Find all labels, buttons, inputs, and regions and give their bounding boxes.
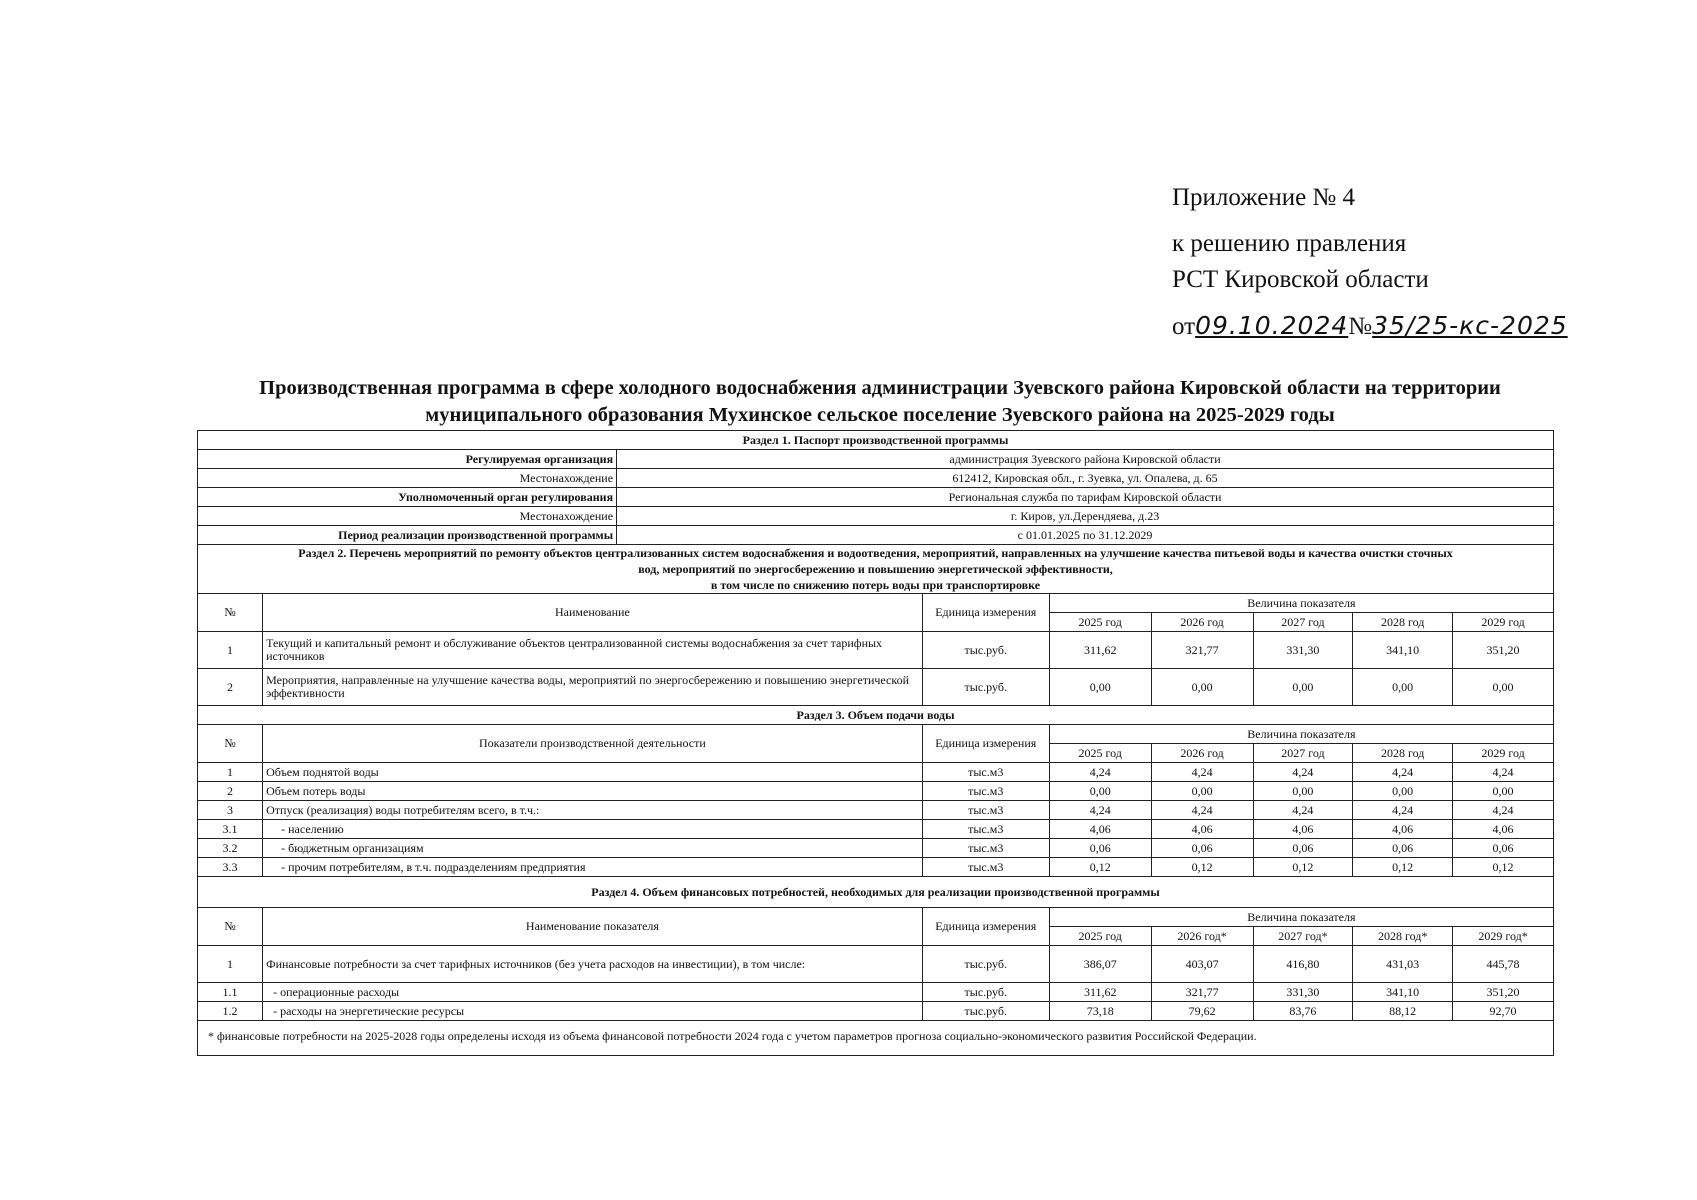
section4-heading-row: [198, 877, 1554, 908]
row-value: 4,24: [1353, 763, 1453, 782]
row-number: 1: [198, 763, 263, 782]
row-value: 0,06: [1353, 839, 1453, 858]
appendix-decision-line: к решению правления: [1172, 230, 1407, 257]
col-num-header: №: [198, 908, 263, 946]
year-header: 2028 год*: [1353, 927, 1453, 946]
passport-row: [198, 488, 1554, 507]
row-name: Отпуск (реализация) воды потребителям всего, в т.ч.:: [263, 801, 923, 820]
passport-value: с 01.01.2025 по 31.12.2029: [617, 526, 1554, 545]
row-number: 1.1: [198, 983, 263, 1002]
row-value: 0,12: [1049, 858, 1151, 877]
col-unit-header: Единица измерения: [922, 594, 1049, 632]
row-value: 0,06: [1453, 839, 1554, 858]
row-value: 321,77: [1151, 983, 1253, 1002]
passport-label: Местонахождение: [198, 469, 617, 488]
table-row: [198, 983, 1554, 1002]
title-line-2: муниципального образования Мухинское сельское поселение Зуевского района на 2025-2029 годы: [425, 404, 1335, 426]
appendix-number: Приложение № 4: [1172, 184, 1356, 211]
row-value: 0,00: [1253, 669, 1353, 706]
col-name-header: Показатели производственной деятельности: [263, 725, 923, 763]
table-row: [198, 820, 1554, 839]
year-header: 2027 год: [1253, 744, 1353, 763]
row-value: 4,24: [1253, 801, 1353, 820]
row-number: 3: [198, 801, 263, 820]
row-number: 1: [198, 632, 263, 669]
appendix-block: [1172, 180, 1568, 345]
col-value-header: Величина показателя: [1049, 725, 1553, 744]
row-unit: тыс.м3: [922, 763, 1049, 782]
col-num-header: №: [198, 594, 263, 632]
row-value: 0,06: [1253, 839, 1353, 858]
row-number: 1.2: [198, 1002, 263, 1021]
handwritten-number: 35/25-кс-2025: [1372, 311, 1568, 340]
row-value: 351,20: [1453, 983, 1554, 1002]
passport-label: Уполномоченный орган регулирования: [198, 488, 617, 507]
row-unit: тыс.руб.: [922, 632, 1049, 669]
row-value: 4,24: [1453, 801, 1554, 820]
row-value: 83,76: [1253, 1002, 1353, 1021]
row-unit: тыс.м3: [922, 801, 1049, 820]
row-number: 3.1: [198, 820, 263, 839]
row-value: 0,00: [1353, 669, 1453, 706]
footnote-row: [198, 1021, 1554, 1056]
row-value: 321,77: [1151, 632, 1253, 669]
year-header: 2025 год: [1049, 613, 1151, 632]
row-name: Мероприятия, направленные на улучшение качества воды, мероприятий по энергосбережению и повышению энергетической эффективности: [263, 669, 923, 706]
row-value: 0,00: [1151, 782, 1253, 801]
table-row: [198, 763, 1554, 782]
row-value: 0,12: [1253, 858, 1353, 877]
row-value: 79,62: [1151, 1002, 1253, 1021]
table-row: [198, 946, 1554, 983]
row-value: 4,06: [1353, 820, 1453, 839]
row-value: 311,62: [1049, 632, 1151, 669]
row-name: - населению: [263, 820, 923, 839]
row-value: 4,24: [1353, 801, 1453, 820]
table-row: [198, 1002, 1554, 1021]
row-unit: тыс.м3: [922, 820, 1049, 839]
row-value: 4,06: [1049, 820, 1151, 839]
row-value: 0,06: [1049, 839, 1151, 858]
row-value: 4,24: [1453, 763, 1554, 782]
row-name: Объем поднятой воды: [263, 763, 923, 782]
row-number: 2: [198, 782, 263, 801]
passport-value: 612412, Кировская обл., г. Зуевка, ул. Опалева, д. 65: [617, 469, 1554, 488]
row-value: 0,00: [1353, 782, 1453, 801]
row-value: 386,07: [1049, 946, 1151, 983]
section2-heading-line-2: вод, мероприятий по энергосбережению и повышению энергетической эффективности,: [638, 562, 1113, 576]
row-number: 2: [198, 669, 263, 706]
row-value: 4,24: [1253, 763, 1353, 782]
year-header: 2027 год*: [1253, 927, 1353, 946]
section2-heading-line-1: Раздел 2. Перечень мероприятий по ремонту объектов централизованных систем водоснабжения и водоотведения, мероприятий, направленных на улучшение качества питьевой воды и качества очистки сточных: [298, 546, 1453, 560]
col-value-header: Величина показателя: [1049, 908, 1553, 927]
row-value: 73,18: [1049, 1002, 1151, 1021]
row-value: 4,24: [1151, 801, 1253, 820]
section3-header-row: [198, 725, 1554, 744]
row-value: 0,00: [1453, 669, 1554, 706]
table-row: [198, 839, 1554, 858]
row-name: Объем потерь воды: [263, 782, 923, 801]
section3-heading-row: [198, 706, 1554, 725]
col-name-header: Наименование: [263, 594, 923, 632]
row-value: 331,30: [1253, 632, 1353, 669]
row-unit: тыс.м3: [922, 858, 1049, 877]
date-prefix: от: [1172, 313, 1196, 340]
row-name: - прочим потребителям, в т.ч. подразделениям предприятия: [263, 858, 923, 877]
year-header: 2026 год: [1151, 744, 1253, 763]
year-header: 2029 год: [1453, 613, 1554, 632]
row-unit: тыс.руб.: [922, 946, 1049, 983]
row-name: - бюджетным организациям: [263, 839, 923, 858]
table-row: [198, 858, 1554, 877]
row-number: 1: [198, 946, 263, 983]
year-header: 2029 год*: [1453, 927, 1554, 946]
row-value: 4,06: [1253, 820, 1353, 839]
passport-label: Период реализации производственной программы: [198, 526, 617, 545]
row-unit: тыс.руб.: [922, 669, 1049, 706]
appendix-authority-line: РСТ Кировской области: [1172, 266, 1429, 293]
row-name: Текущий и капитальный ремонт и обслуживание объектов централизованной системы водоснабжения за счет тарифных источников: [263, 632, 923, 669]
col-value-header: Величина показателя: [1049, 594, 1553, 613]
title-line-1: Производственная программа в сфере холодного водоснабжения администрации Зуевского района Кировской области на территории: [259, 377, 1501, 399]
col-name-header: Наименование показателя: [263, 908, 923, 946]
row-value: 4,24: [1151, 763, 1253, 782]
handwritten-date: 09.10.2024: [1195, 311, 1349, 340]
row-value: 0,00: [1453, 782, 1554, 801]
year-header: 2027 год: [1253, 613, 1353, 632]
row-number: 3.3: [198, 858, 263, 877]
section1-heading: Раздел 1. Паспорт производственной программы: [198, 431, 1554, 450]
row-unit: тыс.м3: [922, 782, 1049, 801]
year-header: 2025 год: [1049, 927, 1151, 946]
col-num-header: №: [198, 725, 263, 763]
row-value: 341,10: [1353, 983, 1453, 1002]
section2-heading: [198, 545, 1554, 594]
row-value: 351,20: [1453, 632, 1554, 669]
row-value: 0,00: [1253, 782, 1353, 801]
passport-value: администрация Зуевского района Кировской области: [617, 450, 1554, 469]
row-value: 4,24: [1049, 801, 1151, 820]
row-value: 341,10: [1353, 632, 1453, 669]
section2-heading-row: [198, 545, 1554, 594]
section4-heading: Раздел 4. Объем финансовых потребностей, необходимых для реализации производственной программы: [198, 877, 1554, 908]
decision-date-number: [1172, 308, 1568, 345]
passport-label: Местонахождение: [198, 507, 617, 526]
row-name: - расходы на энергетические ресурсы: [263, 1002, 923, 1021]
row-value: 416,80: [1253, 946, 1353, 983]
passport-value: Региональная служба по тарифам Кировской области: [617, 488, 1554, 507]
row-value: 4,06: [1151, 820, 1253, 839]
table-row: [198, 782, 1554, 801]
section4-header-row: [198, 908, 1554, 927]
row-value: 331,30: [1253, 983, 1353, 1002]
section1-heading-row: [198, 431, 1554, 450]
passport-label: Регулируемая организация: [198, 450, 617, 469]
passport-row: [198, 469, 1554, 488]
row-number: 3.2: [198, 839, 263, 858]
row-unit: тыс.руб.: [922, 983, 1049, 1002]
passport-row: [198, 450, 1554, 469]
section2-header-row: [198, 594, 1554, 613]
table-row: [198, 632, 1554, 669]
table-row: [198, 669, 1554, 706]
row-value: 4,24: [1049, 763, 1151, 782]
number-prefix: №: [1348, 313, 1373, 340]
year-header: 2028 год: [1353, 613, 1453, 632]
row-value: 431,03: [1353, 946, 1453, 983]
production-program-table: [197, 430, 1554, 1056]
year-header: 2025 год: [1049, 744, 1151, 763]
row-value: 0,12: [1353, 858, 1453, 877]
row-value: 4,06: [1453, 820, 1554, 839]
row-value: 311,62: [1049, 983, 1151, 1002]
row-value: 0,12: [1151, 858, 1253, 877]
passport-row: [198, 526, 1554, 545]
row-value: 88,12: [1353, 1002, 1453, 1021]
row-name: - операционные расходы: [263, 983, 923, 1002]
col-unit-header: Единица измерения: [922, 908, 1049, 946]
passport-row: [198, 507, 1554, 526]
section2-heading-line-3: в том числе по снижению потерь воды при транспортировке: [710, 578, 1041, 592]
row-value: 0,00: [1151, 669, 1253, 706]
year-header: 2029 год: [1453, 744, 1554, 763]
row-unit: тыс.руб.: [922, 1002, 1049, 1021]
row-value: 445,78: [1453, 946, 1554, 983]
row-value: 0,12: [1453, 858, 1554, 877]
row-value: 92,70: [1453, 1002, 1554, 1021]
document-title: [190, 375, 1570, 429]
year-header: 2026 год*: [1151, 927, 1253, 946]
row-value: 0,00: [1049, 669, 1151, 706]
col-unit-header: Единица измерения: [922, 725, 1049, 763]
passport-value: г. Киров, ул.Дерендяева, д.23: [617, 507, 1554, 526]
row-name: Финансовые потребности за счет тарифных источников (без учета расходов на инвестиции), в том числе:: [263, 946, 923, 983]
table-row: [198, 801, 1554, 820]
year-header: 2028 год: [1353, 744, 1453, 763]
year-header: 2026 год: [1151, 613, 1253, 632]
row-value: 0,06: [1151, 839, 1253, 858]
footnote: * финансовые потребности на 2025-2028 годы определены исходя из объема финансовой потребности 2024 года с учетом параметров прогноза социально-экономического развития Российской Федерации.: [198, 1021, 1554, 1056]
row-value: 403,07: [1151, 946, 1253, 983]
row-unit: тыс.м3: [922, 839, 1049, 858]
section3-heading: Раздел 3. Объем подачи воды: [198, 706, 1554, 725]
row-value: 0,00: [1049, 782, 1151, 801]
